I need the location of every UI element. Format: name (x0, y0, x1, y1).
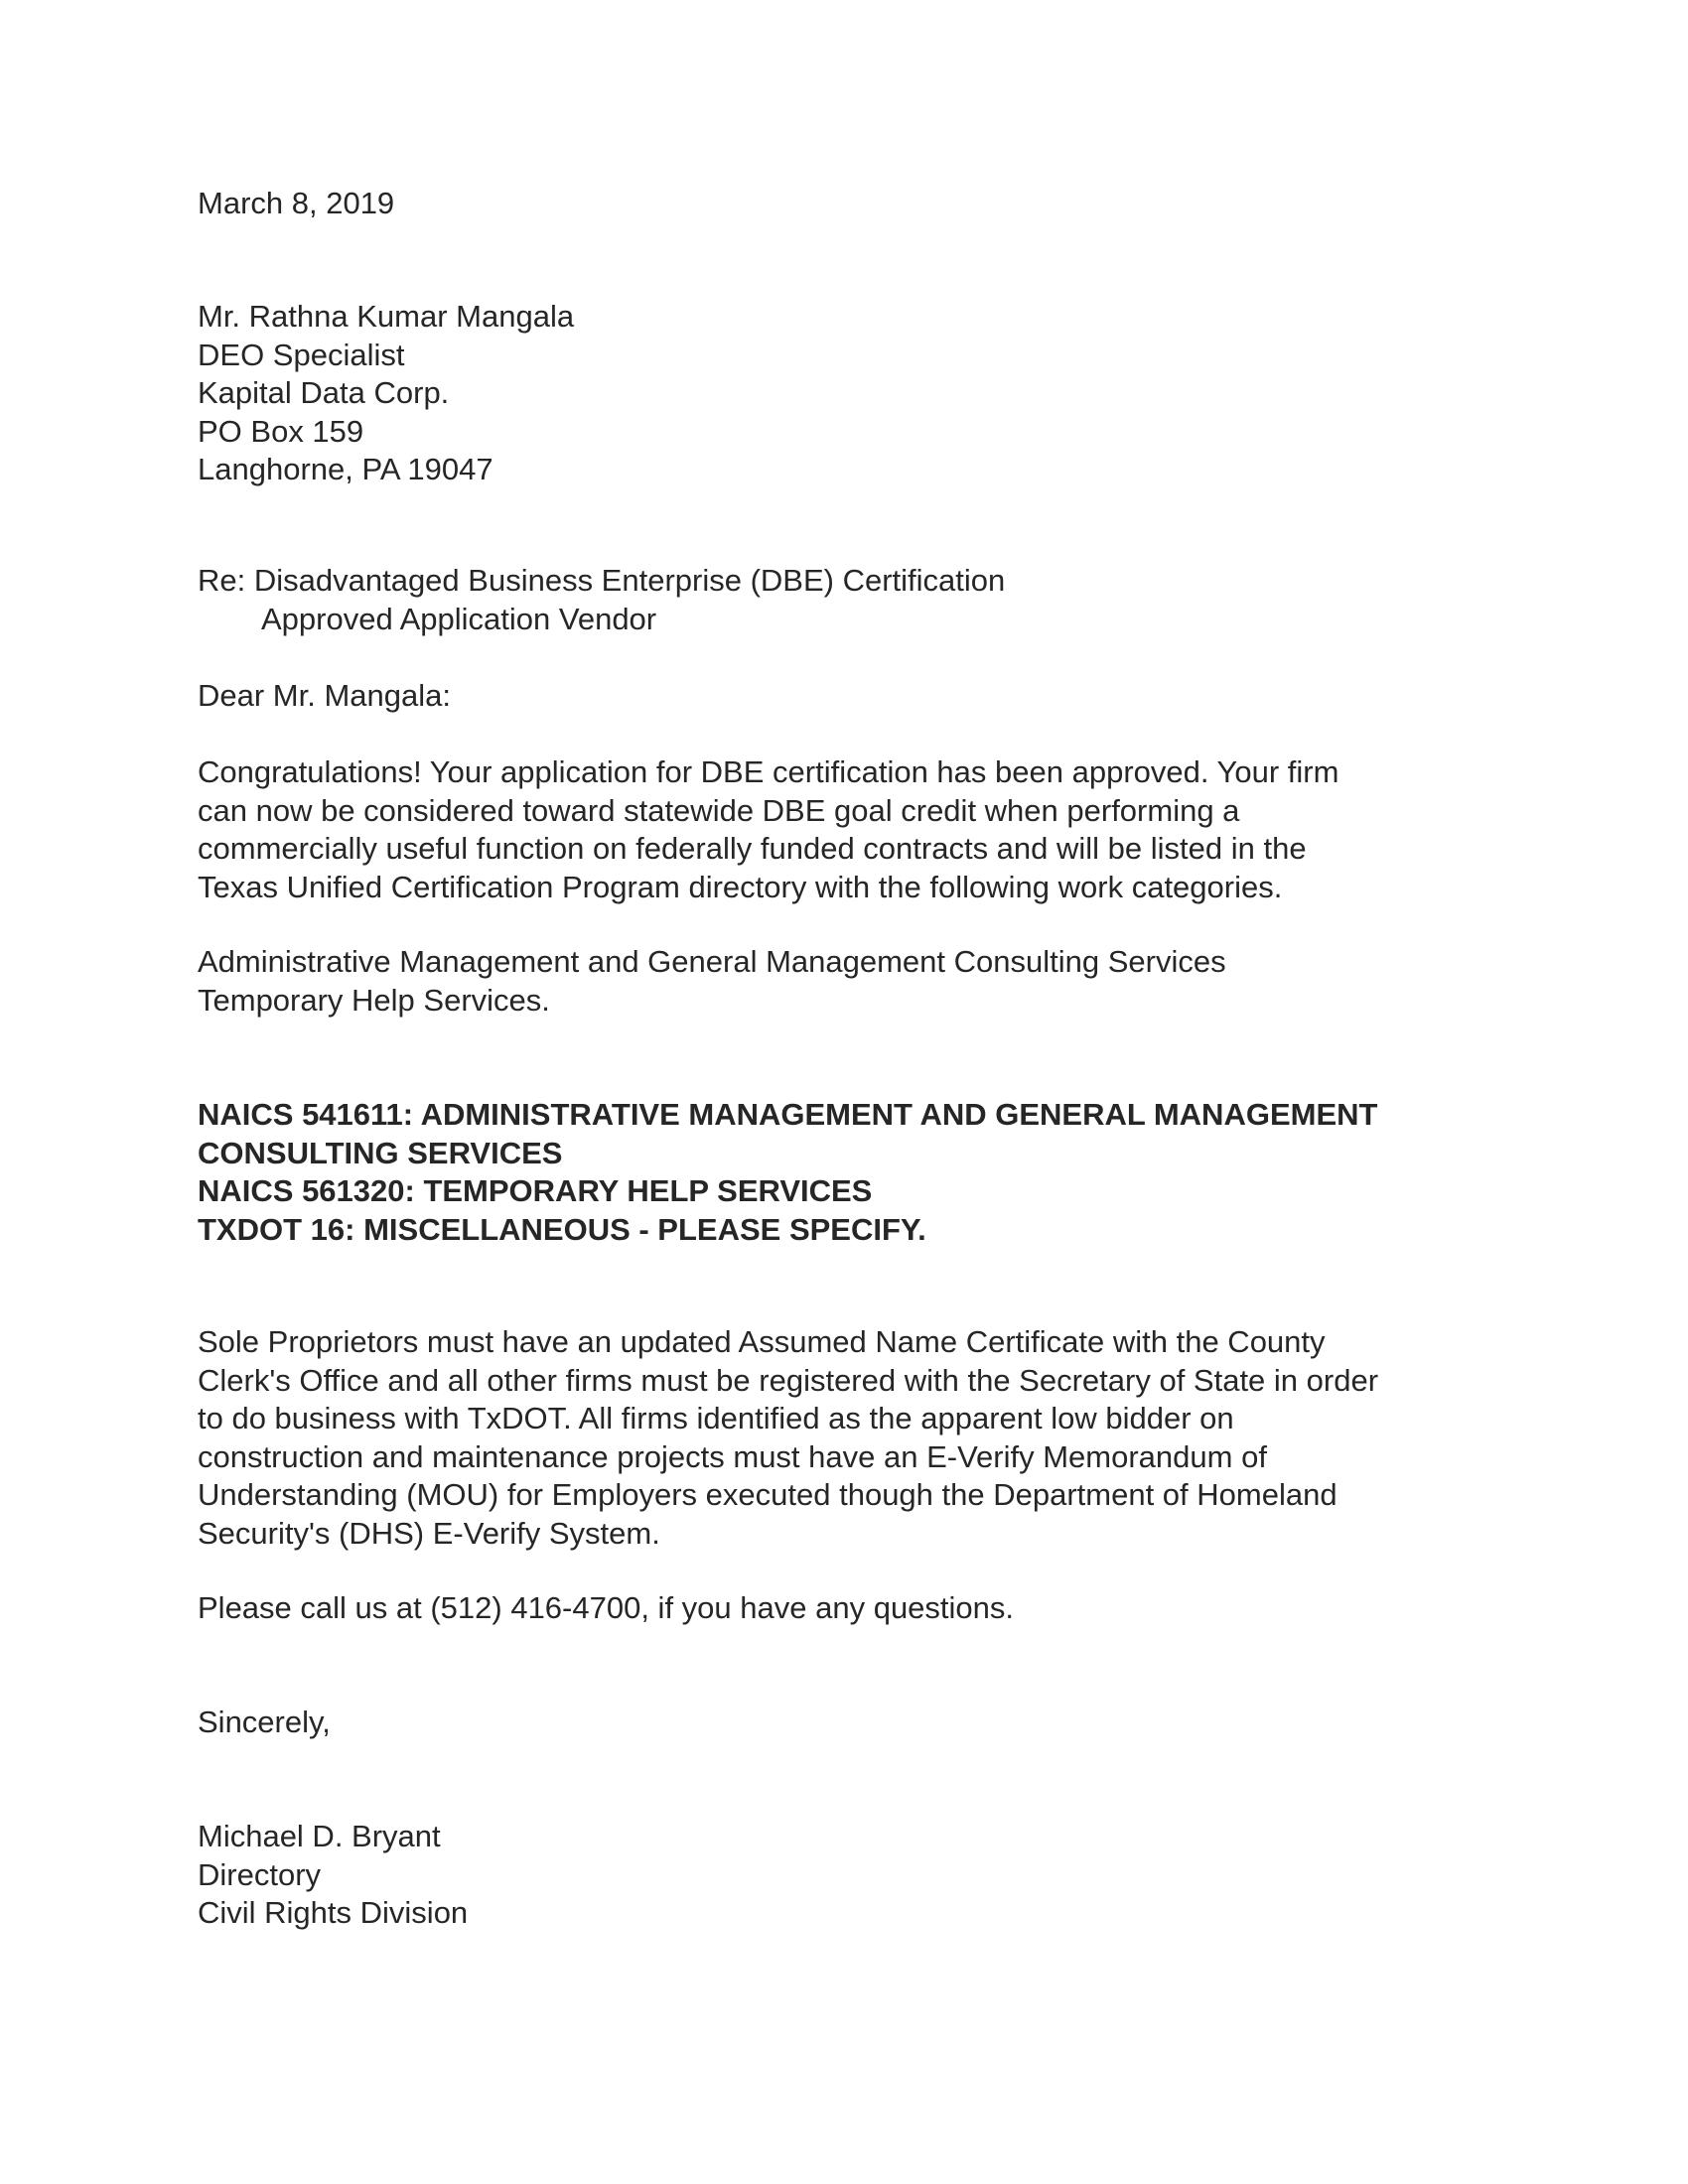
code-line: NAICS 561320: TEMPORARY HELP SERVICES (198, 1173, 873, 1208)
salutation (198, 677, 1508, 716)
paragraph-line: construction and maintenance projects must have an E-Verify Memorandum of (198, 1438, 1267, 1474)
recipient-address-line2: Langhorne, PA 19047 (198, 452, 493, 486)
letter-date (198, 185, 1508, 223)
paragraph-line: Sole Proprietors must have an updated Assumed Name Certificate with the County (198, 1324, 1326, 1359)
paragraph-line: can now be considered toward statewide DBE goal credit when performing a (198, 792, 1240, 828)
recipient-address-block (198, 298, 1508, 489)
recipient-title: DEO Specialist (198, 337, 405, 372)
signature-block (198, 1818, 1508, 1933)
signatory-title: Directory (198, 1856, 322, 1892)
closing (198, 1704, 1508, 1742)
paragraph-line: Understanding (MOU) for Employers executed though the Department of Homeland (198, 1477, 1337, 1512)
subject-line1: Re: Disadvantaged Business Enterprise (DBE) Certification (198, 563, 1006, 598)
subject-line2: Approved Application Vendor (261, 601, 657, 636)
salutation-text: Dear Mr. Mangala: (198, 678, 451, 713)
paragraph-line: commercially useful function on federally funded contracts and will be listed in the (198, 831, 1307, 866)
signatory-division: Civil Rights Division (198, 1895, 469, 1930)
date-text: March 8, 2019 (198, 186, 395, 220)
recipient-company: Kapital Data Corp. (198, 375, 450, 410)
code-line: CONSULTING SERVICES (198, 1135, 563, 1170)
paragraph-line: to do business with TxDOT. All firms identified as the apparent low bidder on (198, 1401, 1234, 1435)
paragraph-line: Security's (DHS) E-Verify System. (198, 1515, 660, 1551)
code-line: TXDOT 16: MISCELLANEOUS - PLEASE SPECIFY. (198, 1211, 926, 1247)
contact-paragraph (198, 1589, 1508, 1628)
contact-line: Please call us at (512) 416-4700, if you have any questions. (198, 1590, 1015, 1625)
paragraph-line: Texas Unified Certification Program directory with the following work categories. (198, 869, 1283, 904)
recipient-name: Mr. Rathna Kumar Mangala (198, 299, 575, 334)
paragraph-line: Clerk's Office and all other firms must be registered with the Secretary of State in order (198, 1362, 1379, 1398)
subject-block (198, 562, 1508, 638)
closing-text: Sincerely, (198, 1705, 331, 1739)
work-categories (198, 943, 1508, 1020)
body-paragraph-1 (198, 753, 1508, 906)
naics-codes (198, 1096, 1508, 1249)
paragraph-line: Congratulations! Your application for DBE certification has been approved. Your firm (198, 754, 1339, 789)
work-category-item: Administrative Management and General Management Consulting Services (198, 944, 1226, 979)
body-paragraph-2 (198, 1323, 1508, 1553)
code-line: NAICS 541611: ADMINISTRATIVE MANAGEMENT AND GENERAL MANAGEMENT (198, 1097, 1378, 1132)
signatory-name: Michael D. Bryant (198, 1819, 441, 1853)
recipient-address-line1: PO Box 159 (198, 413, 364, 449)
work-category-item: Temporary Help Services. (198, 982, 550, 1018)
